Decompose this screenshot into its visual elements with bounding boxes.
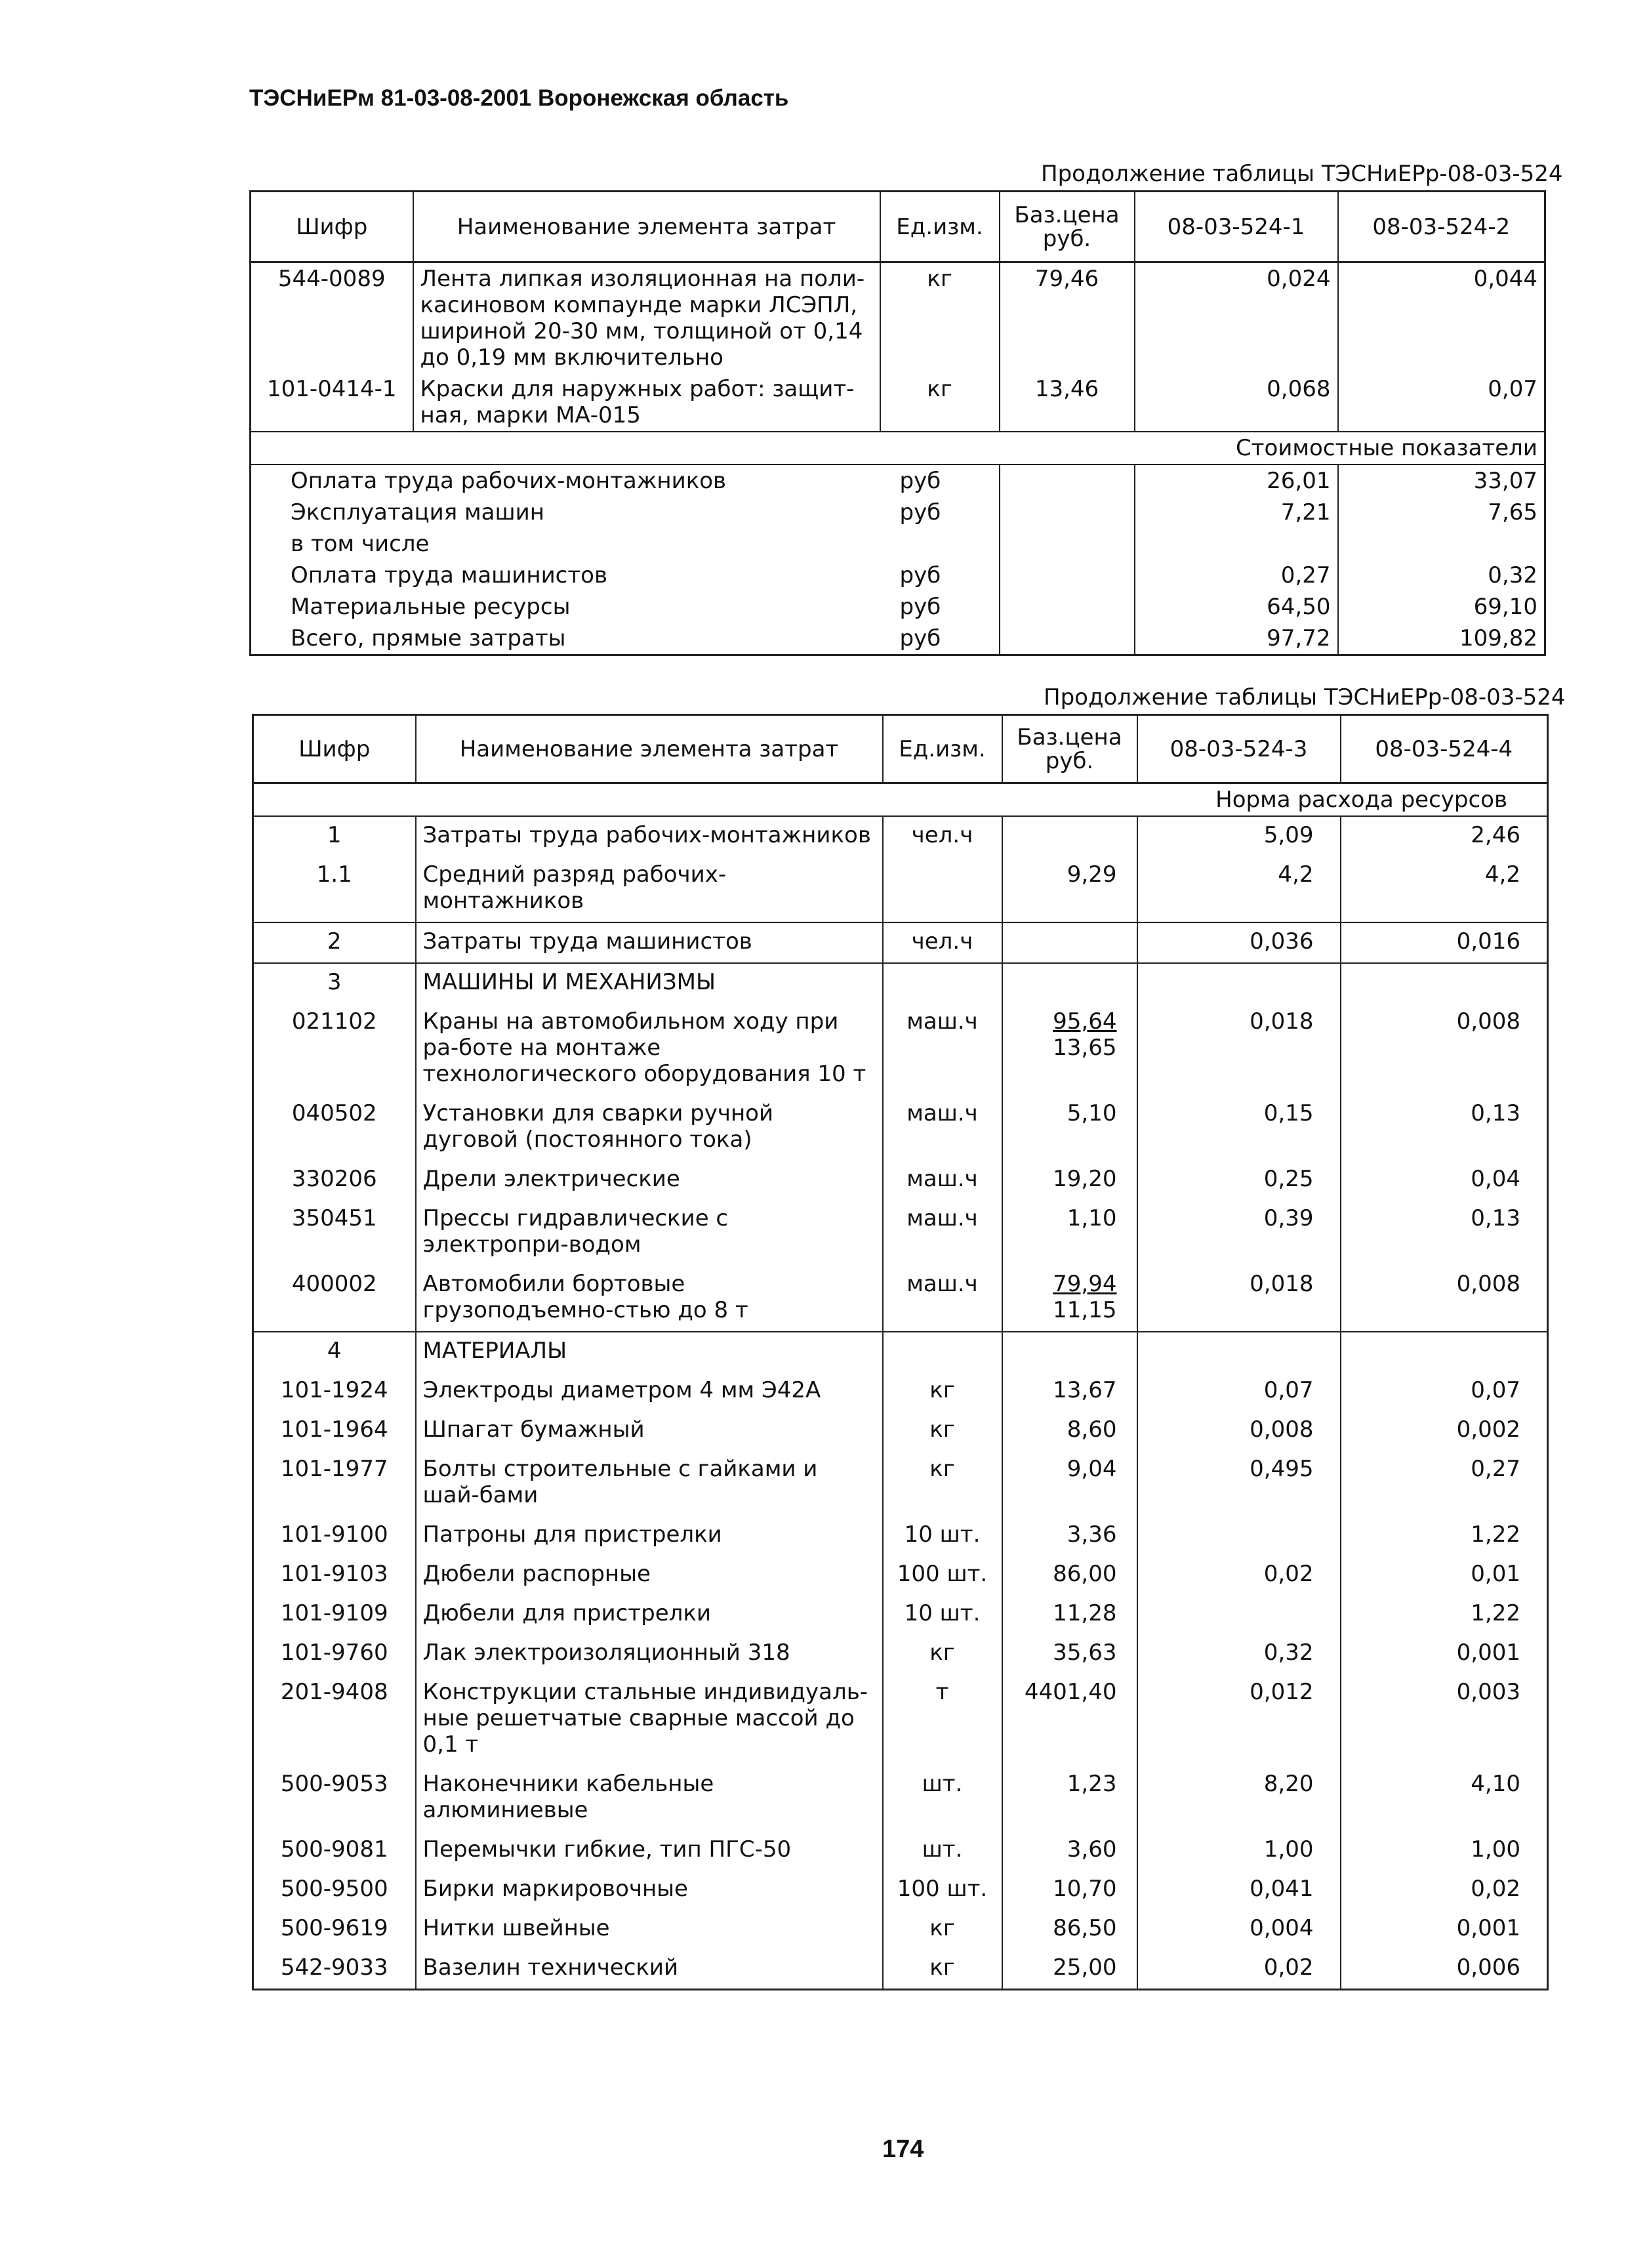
row-price <box>1002 1003 1137 1095</box>
row-code: 201-9408 <box>253 1674 416 1765</box>
table-row <box>253 1003 1548 1095</box>
row-value-2: 0,008 <box>1341 1003 1548 1095</box>
row-value-1: 4,2 <box>1137 856 1341 922</box>
table-row <box>253 1595 1548 1634</box>
row-name: Средний разряд рабочих-монтажников <box>416 856 883 922</box>
row-name: Автомобили бортовые грузоподъемно-стью до 8 т <box>416 1266 883 1332</box>
row-value-1 <box>1137 1595 1341 1634</box>
row-price <box>1002 1595 1137 1634</box>
row-value-2: 0,001 <box>1341 1910 1548 1949</box>
row-unit: кг <box>880 373 1000 432</box>
row-value-1: 8,20 <box>1137 1765 1341 1831</box>
row-value-2: 1,22 <box>1341 1516 1548 1556</box>
cost-row <box>251 560 1545 591</box>
table-row <box>253 856 1548 922</box>
table-row <box>253 1556 1548 1595</box>
table-row <box>251 262 1545 374</box>
row-name: Электроды диаметром 4 мм Э42А <box>416 1372 883 1411</box>
row-name: Нитки швейные <box>416 1910 883 1949</box>
cost-unit: руб <box>880 560 1000 591</box>
row-code: 500-9619 <box>253 1910 416 1949</box>
row-name: Патроны для пристрелки <box>416 1516 883 1556</box>
row-value-2: 0,07 <box>1341 1372 1548 1411</box>
price-main: 9,29 <box>1067 861 1117 888</box>
row-value-2: 0,02 <box>1341 1870 1548 1910</box>
row-value-2: 2,46 <box>1341 816 1548 856</box>
row-code: 500-9500 <box>253 1870 416 1910</box>
row-unit: чел.ч <box>883 816 1002 856</box>
price-main: 4401,40 <box>1024 1679 1117 1705</box>
row-value-1: 5,09 <box>1137 816 1341 856</box>
row-name: Лента липкая изоляционная на поли-касиновом компаунде марки ЛСЭПЛ, шириной 20-30 мм, толщиной от 0,14 до 0,19 мм включительно <box>413 262 880 374</box>
row-value-2: 0,07 <box>1338 373 1545 432</box>
price-machinist-wage: 11,15 <box>1053 1297 1117 1323</box>
cost-price <box>1000 560 1135 591</box>
column-header-unit: Ед.изм. <box>880 192 1000 262</box>
row-value-1: 0,024 <box>1135 262 1338 374</box>
row-code: 101-1977 <box>253 1451 416 1516</box>
table-row <box>253 1451 1548 1516</box>
cost-value-2 <box>1338 528 1545 560</box>
column-header-unit: Ед.изм. <box>883 715 1002 783</box>
cost-name: Оплата труда машинистов <box>251 560 880 591</box>
row-unit: кг <box>880 262 1000 374</box>
table-row <box>253 1332 1548 1372</box>
section-label: Норма расхода ресурсов <box>253 783 1548 817</box>
row-value-1: 0,07 <box>1137 1372 1341 1411</box>
cost-value-1: 97,72 <box>1135 623 1338 655</box>
row-name: МАТЕРИАЛЫ <box>416 1332 883 1372</box>
row-unit: 10 шт. <box>883 1595 1002 1634</box>
row-value-2: 1,00 <box>1341 1831 1548 1870</box>
cost-name: Всего, прямые затраты <box>251 623 880 655</box>
row-value-1: 0,018 <box>1137 1266 1341 1332</box>
price-main: 9,04 <box>1067 1456 1117 1482</box>
table-row <box>253 1200 1548 1266</box>
row-name: Затраты труда машинистов <box>416 922 883 963</box>
row-unit <box>883 1332 1002 1372</box>
column-header-col2: 08-03-524-2 <box>1338 192 1545 262</box>
row-value-2: 4,10 <box>1341 1765 1548 1831</box>
row-name: Прессы гидравлические с электропри-водом <box>416 1200 883 1266</box>
table-row <box>253 922 1548 963</box>
column-header-name: Наименование элемента затрат <box>413 192 880 262</box>
row-name: Лак электроизоляционный 318 <box>416 1634 883 1674</box>
row-code: 544-0089 <box>251 262 413 374</box>
row-value-1: 0,068 <box>1135 373 1338 432</box>
table-row <box>253 963 1548 1003</box>
row-value-1: 0,495 <box>1137 1451 1341 1516</box>
row-code: 542-9033 <box>253 1949 416 1990</box>
table-row <box>253 1634 1548 1674</box>
price-main: 3,60 <box>1067 1836 1117 1863</box>
cost-table-1 <box>249 190 1546 656</box>
row-name: Дюбели для пристрелки <box>416 1595 883 1634</box>
row-value-2: 0,13 <box>1341 1200 1548 1266</box>
row-value-2: 0,04 <box>1341 1161 1548 1200</box>
cost-unit: руб <box>880 623 1000 655</box>
row-code: 040502 <box>253 1095 416 1161</box>
row-code: 101-9760 <box>253 1634 416 1674</box>
cost-row <box>251 497 1545 528</box>
price-main: 11,28 <box>1053 1600 1117 1626</box>
row-value-1: 0,018 <box>1137 1003 1341 1095</box>
cost-row <box>251 528 1545 560</box>
table2-caption: Продолжение таблицы ТЭСНиЕРр-08-03-524 <box>1044 684 1566 711</box>
row-price <box>1002 1411 1137 1451</box>
cost-name: в том числе <box>251 528 880 560</box>
price-main: 35,63 <box>1053 1639 1117 1666</box>
row-unit: кг <box>883 1372 1002 1411</box>
row-price <box>1002 1910 1137 1949</box>
row-unit: шт. <box>883 1765 1002 1831</box>
row-value-1: 0,02 <box>1137 1556 1341 1595</box>
cost-name: Оплата труда рабочих-монтажников <box>251 464 880 497</box>
row-code: 500-9081 <box>253 1831 416 1870</box>
row-code: 101-9109 <box>253 1595 416 1634</box>
row-value-2: 1,22 <box>1341 1595 1548 1634</box>
row-price <box>1002 1831 1137 1870</box>
row-name: МАШИНЫ И МЕХАНИЗМЫ <box>416 963 883 1003</box>
row-value-1: 0,39 <box>1137 1200 1341 1266</box>
cost-unit <box>880 528 1000 560</box>
row-price <box>1002 856 1137 922</box>
page-number: 174 <box>882 2135 924 2163</box>
cost-price <box>1000 528 1135 560</box>
row-name: Шпагат бумажный <box>416 1411 883 1451</box>
row-unit: маш.ч <box>883 1161 1002 1200</box>
table-row <box>253 1831 1548 1870</box>
table-row <box>253 1910 1548 1949</box>
table-row <box>253 1870 1548 1910</box>
table-row <box>253 1674 1548 1765</box>
row-price <box>1002 1634 1137 1674</box>
row-price <box>1002 1095 1137 1161</box>
row-value-2: 4,2 <box>1341 856 1548 922</box>
row-name: Краны на автомобильном ходу при ра-боте на монтаже технологического оборудования 10 т <box>416 1003 883 1095</box>
row-price <box>1002 963 1137 1003</box>
row-name: Дюбели распорные <box>416 1556 883 1595</box>
price-main: 5,10 <box>1067 1100 1117 1126</box>
row-value-2: 0,006 <box>1341 1949 1548 1990</box>
cost-name: Эксплуатация машин <box>251 497 880 528</box>
row-unit: маш.ч <box>883 1003 1002 1095</box>
column-header-col2: 08-03-524-4 <box>1341 715 1548 783</box>
row-value-1 <box>1137 1516 1341 1556</box>
row-unit: шт. <box>883 1831 1002 1870</box>
section-row <box>251 432 1545 464</box>
price-main: 13,67 <box>1053 1377 1117 1403</box>
column-header-price: Баз.цена руб. <box>1002 715 1137 783</box>
row-name: Наконечники кабельные алюминиевые <box>416 1765 883 1831</box>
column-header-name: Наименование элемента затрат <box>416 715 883 783</box>
cost-value-2: 33,07 <box>1338 464 1545 497</box>
cost-value-1: 26,01 <box>1135 464 1338 497</box>
row-code: 500-9053 <box>253 1765 416 1831</box>
table-row <box>253 1372 1548 1411</box>
row-value-1: 0,041 <box>1137 1870 1341 1910</box>
section-row <box>253 783 1548 817</box>
cost-price <box>1000 464 1135 497</box>
row-code: 101-9100 <box>253 1516 416 1556</box>
cost-row <box>251 464 1545 497</box>
price-main: 19,20 <box>1053 1166 1117 1192</box>
row-price <box>1002 816 1137 856</box>
row-unit: кг <box>883 1634 1002 1674</box>
cost-name: Материальные ресурсы <box>251 591 880 623</box>
column-header-col1: 08-03-524-1 <box>1135 192 1338 262</box>
row-value-2: 0,01 <box>1341 1556 1548 1595</box>
column-header-price: Баз.цена руб. <box>1000 192 1135 262</box>
row-value-1: 0,008 <box>1137 1411 1341 1451</box>
row-unit: 100 шт. <box>883 1870 1002 1910</box>
row-unit: 100 шт. <box>883 1556 1002 1595</box>
row-unit: т <box>883 1674 1002 1765</box>
row-unit <box>883 856 1002 922</box>
row-value-1: 1,00 <box>1137 1831 1341 1870</box>
row-price <box>1002 1372 1137 1411</box>
price-main: 79,94 <box>1053 1271 1117 1297</box>
row-unit: кг <box>883 1411 1002 1451</box>
cost-value-2: 7,65 <box>1338 497 1545 528</box>
row-price <box>1002 1765 1137 1831</box>
row-price <box>1002 1556 1137 1595</box>
row-value-1 <box>1137 963 1341 1003</box>
row-value-2: 0,001 <box>1341 1634 1548 1674</box>
price-main: 8,60 <box>1067 1416 1117 1443</box>
cost-value-1: 0,27 <box>1135 560 1338 591</box>
table-row <box>253 1266 1548 1332</box>
cost-price <box>1000 591 1135 623</box>
row-price <box>1002 1451 1137 1516</box>
price-machinist-wage: 13,65 <box>1053 1035 1117 1061</box>
row-code: 101-1964 <box>253 1411 416 1451</box>
row-code: 101-9103 <box>253 1556 416 1595</box>
row-code: 2 <box>253 922 416 963</box>
row-value-2: 0,13 <box>1341 1095 1548 1161</box>
section-label: Стоимостные показатели <box>251 432 1545 464</box>
price-main: 86,50 <box>1053 1915 1117 1941</box>
row-code: 400002 <box>253 1266 416 1332</box>
price-main: 10,70 <box>1053 1876 1117 1902</box>
price-main: 3,36 <box>1067 1521 1117 1548</box>
row-value-2: 0,016 <box>1341 922 1548 963</box>
cost-value-2: 0,32 <box>1338 560 1545 591</box>
resource-norm-table <box>252 714 1549 1990</box>
row-value-1: 0,02 <box>1137 1949 1341 1990</box>
column-header-code: Шифр <box>253 715 416 783</box>
document-header: ТЭСНиЕРм 81-03-08-2001 Воронежская область <box>249 85 789 111</box>
row-name: Дрели электрические <box>416 1161 883 1200</box>
row-value-2 <box>1341 963 1548 1003</box>
row-value-1: 0,036 <box>1137 922 1341 963</box>
column-header-code: Шифр <box>251 192 413 262</box>
table-row <box>253 1095 1548 1161</box>
row-name: Перемычки гибкие, тип ПГС-50 <box>416 1831 883 1870</box>
row-name: Вазелин технический <box>416 1949 883 1990</box>
row-name: Установки для сварки ручной дуговой (постоянного тока) <box>416 1095 883 1161</box>
row-value-2 <box>1341 1332 1548 1372</box>
row-code: 350451 <box>253 1200 416 1266</box>
cost-price <box>1000 623 1135 655</box>
row-price <box>1002 1266 1137 1332</box>
cost-unit: руб <box>880 591 1000 623</box>
table1-caption: Продолжение таблицы ТЭСНиЕРр-08-03-524 <box>1041 161 1563 187</box>
price-main: 1,23 <box>1067 1771 1117 1797</box>
row-price <box>1002 1674 1137 1765</box>
row-value-2: 0,27 <box>1341 1451 1548 1516</box>
row-price <box>1002 1516 1137 1556</box>
row-name: Затраты труда рабочих-монтажников <box>416 816 883 856</box>
price-main: 86,00 <box>1053 1561 1117 1587</box>
table-row <box>253 1949 1548 1990</box>
row-unit: кг <box>883 1451 1002 1516</box>
price-main: 1,10 <box>1067 1205 1117 1231</box>
table-row <box>251 373 1545 432</box>
row-value-1: 0,15 <box>1137 1095 1341 1161</box>
cost-value-2: 109,82 <box>1338 623 1545 655</box>
row-value-2: 0,044 <box>1338 262 1545 374</box>
row-code: 1 <box>253 816 416 856</box>
cost-row <box>251 623 1545 655</box>
row-price: 13,46 <box>1000 373 1135 432</box>
price-main: 95,64 <box>1053 1008 1117 1035</box>
row-unit: 10 шт. <box>883 1516 1002 1556</box>
row-value-1: 0,004 <box>1137 1910 1341 1949</box>
row-name: Болты строительные с гайками и шай-бами <box>416 1451 883 1516</box>
cost-price <box>1000 497 1135 528</box>
row-code: 3 <box>253 963 416 1003</box>
row-code: 1.1 <box>253 856 416 922</box>
row-unit: кг <box>883 1910 1002 1949</box>
cost-unit: руб <box>880 464 1000 497</box>
row-name: Бирки маркировочные <box>416 1870 883 1910</box>
row-value-1 <box>1137 1332 1341 1372</box>
row-code: 101-1924 <box>253 1372 416 1411</box>
row-price <box>1002 1870 1137 1910</box>
row-unit: маш.ч <box>883 1200 1002 1266</box>
cost-row <box>251 591 1545 623</box>
table-row <box>253 1765 1548 1831</box>
row-unit <box>883 963 1002 1003</box>
row-price <box>1002 1949 1137 1990</box>
table-row <box>253 1161 1548 1200</box>
row-name: Конструкции стальные индивидуаль-ные решетчатые сварные массой до 0,1 т <box>416 1674 883 1765</box>
row-code: 021102 <box>253 1003 416 1095</box>
cost-value-1: 64,50 <box>1135 591 1338 623</box>
row-unit: маш.ч <box>883 1266 1002 1332</box>
row-name: Краски для наружных работ: защит-ная, марки МА-015 <box>413 373 880 432</box>
cost-value-2: 69,10 <box>1338 591 1545 623</box>
row-value-1: 0,012 <box>1137 1674 1341 1765</box>
table-row <box>253 1516 1548 1556</box>
row-unit: чел.ч <box>883 922 1002 963</box>
row-price: 79,46 <box>1000 262 1135 374</box>
column-header-col1: 08-03-524-3 <box>1137 715 1341 783</box>
row-price <box>1002 1332 1137 1372</box>
row-code: 101-0414-1 <box>251 373 413 432</box>
cost-value-1 <box>1135 528 1338 560</box>
row-value-1: 0,32 <box>1137 1634 1341 1674</box>
row-price <box>1002 922 1137 963</box>
row-price <box>1002 1200 1137 1266</box>
row-value-1: 0,25 <box>1137 1161 1341 1200</box>
table-row <box>253 1411 1548 1451</box>
row-price <box>1002 1161 1137 1200</box>
price-main: 25,00 <box>1053 1954 1117 1981</box>
cost-unit: руб <box>880 497 1000 528</box>
row-value-2: 0,003 <box>1341 1674 1548 1765</box>
row-value-2: 0,002 <box>1341 1411 1548 1451</box>
row-unit: маш.ч <box>883 1095 1002 1161</box>
row-unit: кг <box>883 1949 1002 1990</box>
row-value-2: 0,008 <box>1341 1266 1548 1332</box>
table-row <box>253 816 1548 856</box>
row-code: 4 <box>253 1332 416 1372</box>
row-code: 330206 <box>253 1161 416 1200</box>
cost-value-1: 7,21 <box>1135 497 1338 528</box>
